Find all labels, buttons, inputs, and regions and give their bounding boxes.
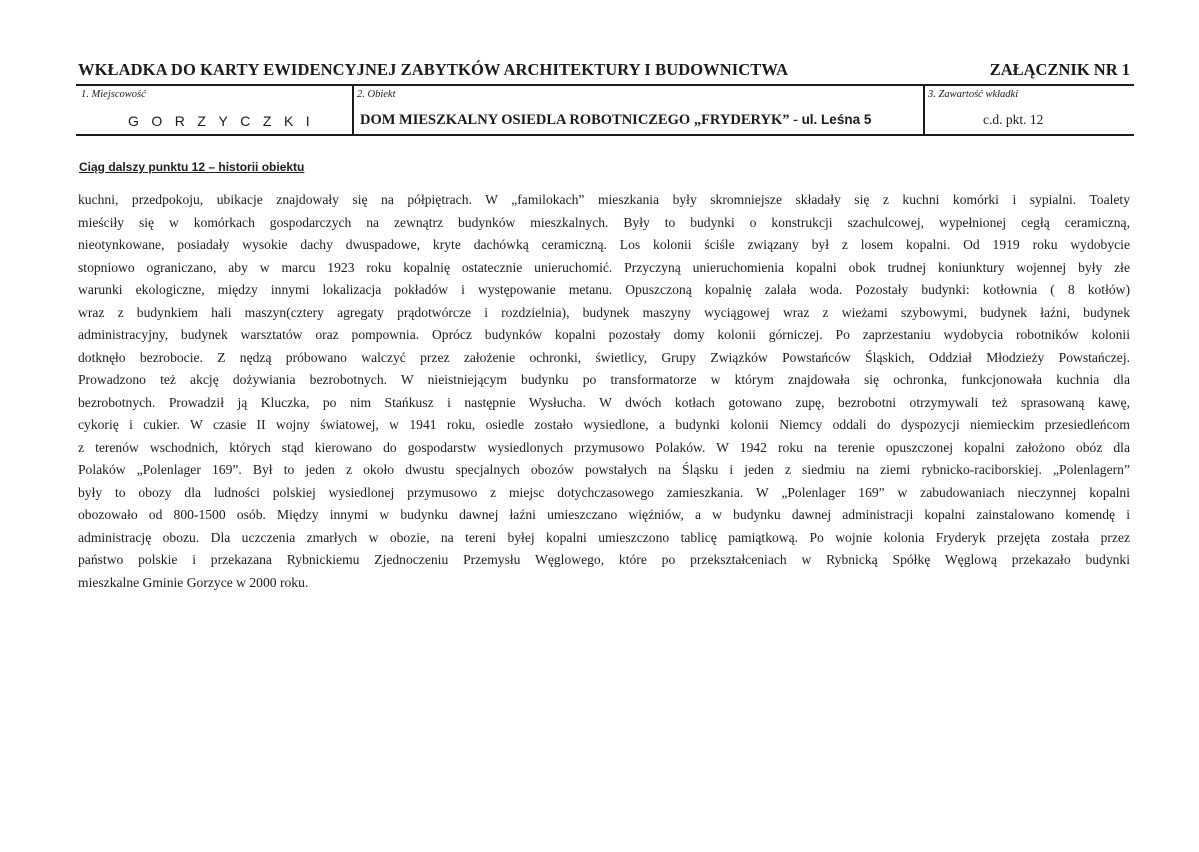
body-line: administracyjny, budynek warsztatów oraz pompownia. Oprócz budynków kopalni pozostały domy kolonii górniczej. Po zaprzestaniu wydobycia robotników kolonii <box>78 327 1130 342</box>
location-label: 1. Miejscowość <box>81 89 146 100</box>
object-value-address: ul. Leśna 5 <box>801 112 872 127</box>
body-line: stopniowo ograniczano, aby w marcu 1923 roku kopalnię ostatecznie unieruchomić. Przyczyną unieruchomienia kopalni obok trudnej koniunktury wojennej były złe <box>78 259 1130 275</box>
body-line: obozowało od 800-1500 osób. Między innymi w budynku dawnej łaźni umieszczano więźniów, a w budynku dawnej administracji kopalni zainstalowano komendę i <box>78 507 1130 522</box>
header-row <box>76 60 1134 84</box>
body-line: Prowadzono też akcję dożywiania bezrobotnych. W nieistniejącym budynku po transformatorze w którym znajdowała się ochronka, funkcjonowała kuchnia dla <box>78 372 1130 387</box>
object-label: 2. Obiekt <box>357 89 396 100</box>
location-value: GORZYCZKI <box>128 113 323 129</box>
object-value <box>360 112 871 129</box>
body-line: z terenów wschodnich, których stąd kierowano do gospodarstw wysiedlonych przymusowo Polaków. W 1942 roku na terenie opuszczonej kopalni założono obóz dla <box>78 439 1130 455</box>
body-line: państwo polskie i przekazana Rybnickiemu Zjednoczeniu Przemysłu Węglowego, które po przekształceniach w Rybnicką Spółkę Węglową przekazało budynki <box>78 552 1130 567</box>
content-label: 3. Zawartość wkładki <box>928 89 1019 100</box>
body-line: cykorię i cukier. W czasie II wojny światowej, w 1941 roku, osiedle zostało wysiedlone, a budynki kolonii Niemcy oddali do dyspozycji niemieckim przesiedleńcom <box>78 417 1130 432</box>
column-divider-1 <box>352 85 354 135</box>
header-top-rule <box>76 84 1134 86</box>
body-line: były to obozy dla ludności polskiej wysiedlonej przymusowo z miejsc dotychczasowego zamieszkania. W „Polenlager 169” w zabudowaniach nieczynnej kopalni <box>78 484 1130 500</box>
body-line: administrację obozu. Dla uczczenia zmarłych w obozie, na tereni byłej kopalni umieszczono tablicę pamiątkową. Po wojnie kolonia Fryderyk przejęta została przez <box>78 529 1130 545</box>
history-body-text <box>78 189 1130 594</box>
body-line: Polaków „Polenlager 169”. Był to jeden z około dwustu specjalnych obozów powstałych na Śląsku i jeden z siedmiu na ziemi rybnicko-raciborskiej. „Polenlagern” <box>78 462 1130 477</box>
column-divider-2 <box>923 85 925 135</box>
body-line: mieszkalne Gminie Gorzyce w 2000 roku. <box>78 574 309 590</box>
header-bottom-rule <box>76 134 1134 136</box>
body-line: kuchni, przedpokoju, ubikacje znajdowały się na półpiętrach. W „familokach” mieszkania były skromniejsze składały się z kuchni komórki i sypialni. Toalety <box>78 192 1130 207</box>
body-line: bezrobotnych. Prowadził ją Kluczka, po nim Stańkusz i następnie Wysłucha. W dwóch kotłach gotowano zupę, bezrobotni otrzymywali też sprasowaną kawę, <box>78 394 1130 410</box>
body-line: mieściły się w komórkach gospodarczych na zewnątrz budynków mieszkalnych. Były to budynki o konstrukcji szachulcowej, wypełnionej cegłą ceramiczną, <box>78 214 1130 230</box>
object-value-main: DOM MIESZKALNY OSIEDLA ROBOTNICZEGO „FRYDERYK” - <box>360 112 798 128</box>
body-line: dotknęło bezrobocie. Z nędzą próbowano walczyć przez założenie ochronki, świetlicy, Grupy Związków Powstańców Śląskich, Oddział Młodzieży Powstańczej. <box>78 349 1130 365</box>
content-value: c.d. pkt. 12 <box>983 112 1044 127</box>
section-heading: Ciąg dalszy punktu 12 – historii obiektu <box>79 160 305 174</box>
body-line: warunki ekologiczne, między innymi lokalizacja pokładów i występowanie metanu. Opuszczoną kopalnię zalała woda. Pozostały budynki: kotłownia ( 8 kotłów) <box>78 282 1130 297</box>
annex-number: ZAŁĄCZNIK NR 1 <box>989 60 1130 79</box>
document-title: WKŁADKA DO KARTY EWIDENCYJNEJ ZABYTKÓW ARCHITEKTURY I BUDOWNICTWA <box>78 60 789 79</box>
body-line: wraz z budynkiem hali maszyn(cztery agregaty prądotwórcze i rozdzielnia), budynek maszyny wyciągowej wraz z wieżami szybowymi, budynek łaźni, budynek <box>78 304 1130 320</box>
body-line: nieotynkowane, posiadały wysokie dachy dwuspadowe, kryte dachówką ceramiczną. Los kolonii ściśle związany był z losem kopalni. Od 1919 roku wydobycie <box>78 237 1130 252</box>
